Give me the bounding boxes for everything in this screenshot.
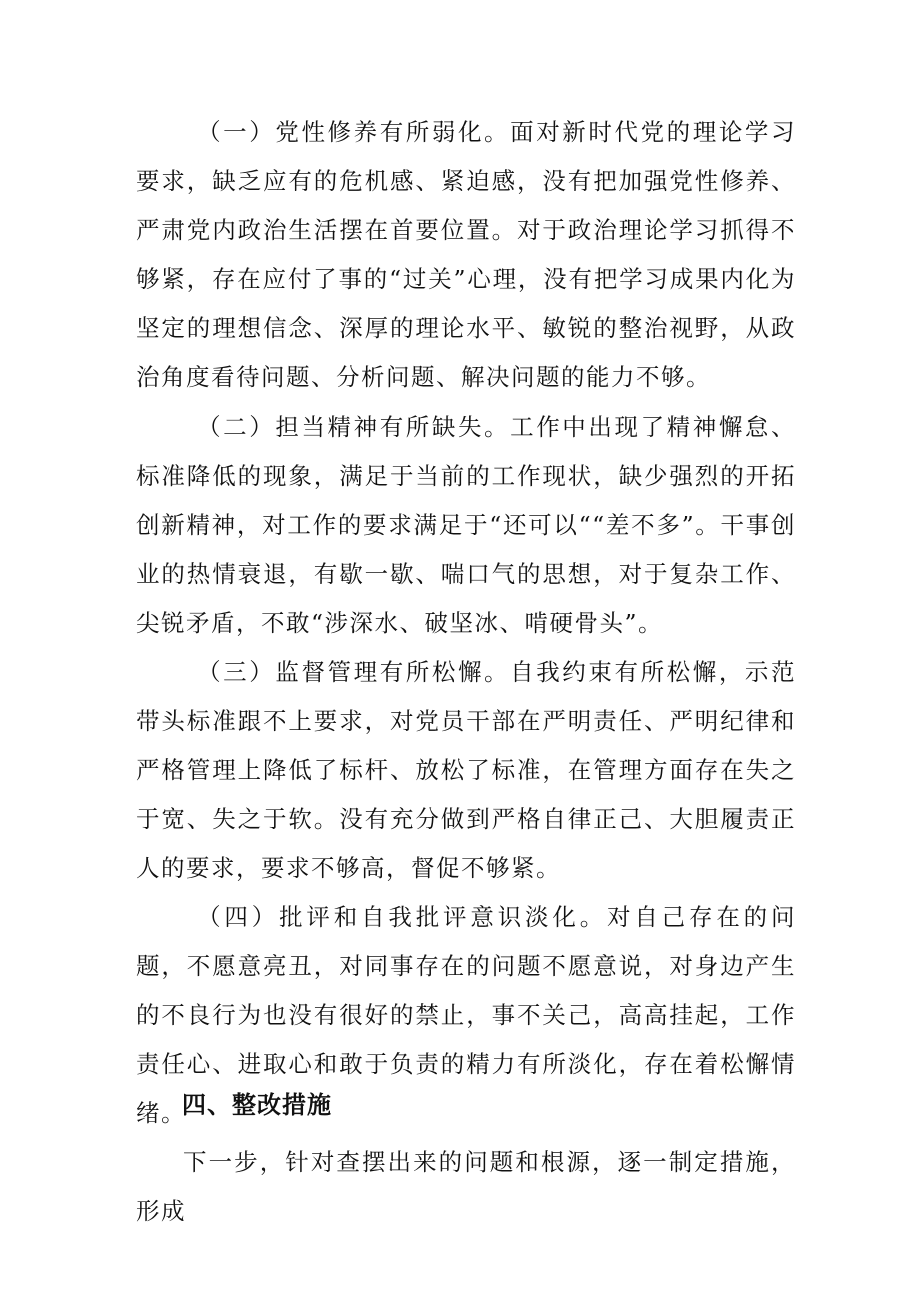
paragraph-supervision: （三）监督管理有所松懈。自我约束有所松懈，示范带头标准跟不上要求，对党员干部在严明责任、严明纪律和严格管理上降低了标杆、放松了标准，在管理方面存在失之于宽、失之于软。没有充分做到严格自律正己、大胆履责正人的要求，要求不够高，督促不够紧。 (136, 658, 796, 882)
section-heading: 四、整改措施 (182, 1091, 332, 1119)
paragraph-responsibility: （二）担当精神有所缺失。工作中出现了精神懈怠、标准降低的现象，满足于当前的工作现状，缺少强烈的开拓创新精神，对工作的要求满足于“还可以““差不多”。干事创业的热情衰退，有歇一歇、喘口气的思想，对于复杂工作、尖锐矛盾，不敢“涉深水、破坚冰、啃硬骨头”。 (136, 413, 796, 637)
paragraph-party-spirit: （一）党性修养有所弱化。面对新时代党的理论学习要求，缺乏应有的危机感、紧迫感，没有把加强党性修养、严肃党内政治生活摆在首要位置。对于政治理论学习抓得不够紧，存在应付了事的“过关”心理，没有把学习成果内化为坚定的理想信念、深厚的理论水平、敏锐的整治视野，从政治角度看待问题、分析问题、解决问题的能力不够。 (136, 118, 796, 391)
paragraph-next-steps: 下一步，针对查摆出来的问题和根源，逐一制定措施，形成 (136, 1148, 796, 1225)
paragraph-criticism: （四）批评和自我批评意识淡化。对自己存在的问题，不愿意亮丑，对同事存在的问题不愿意说，对身边产生的不良行为也没有很好的禁止，事不关己，高高挂起，工作责任心、进取心和敢于负责的精力有所淡化，存在着松懈情绪。 (136, 903, 796, 1127)
